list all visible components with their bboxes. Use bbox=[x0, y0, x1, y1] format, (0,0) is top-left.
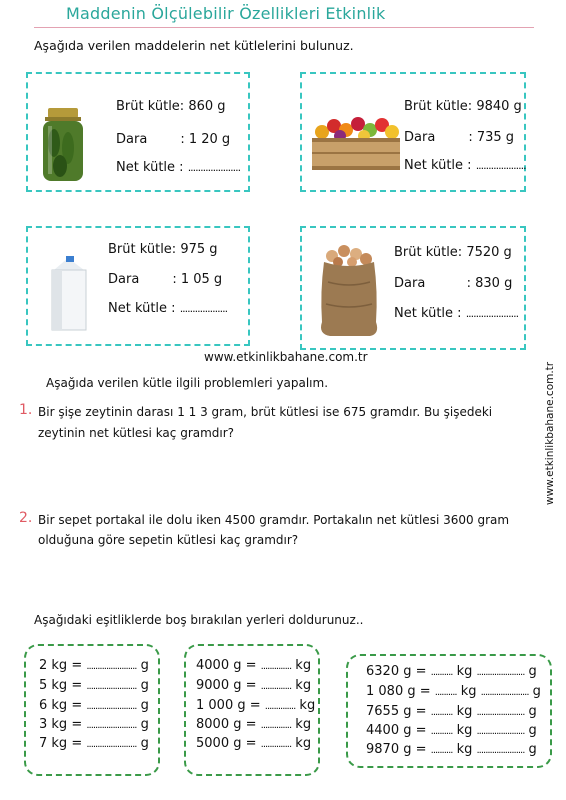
equation-row: 7655 g = .......... kg ...................... g bbox=[366, 704, 537, 719]
answer-blank-kg[interactable]: .......... bbox=[430, 707, 453, 718]
answer-blank[interactable]: .............. bbox=[264, 701, 296, 712]
section2-instruction: Aşağıda verilen kütle ilgili problemleri yapalım. bbox=[46, 376, 329, 390]
answer-blank[interactable]: .............. bbox=[260, 720, 292, 731]
answer-blank[interactable]: ....................... bbox=[86, 720, 137, 731]
equation-row: 3 kg = ....................... g bbox=[39, 717, 149, 732]
answer-blank-g[interactable]: ...................... bbox=[476, 726, 525, 737]
equation-row: 4000 g = .............. kg bbox=[196, 658, 312, 673]
answer-blank[interactable]: ....................... bbox=[86, 681, 137, 692]
answer-blank-kg[interactable]: .......... bbox=[430, 726, 453, 737]
equation-row: 9000 g = .............. kg bbox=[196, 678, 312, 693]
website-watermark: www.etkinlikbahane.com.tr bbox=[204, 350, 368, 364]
net-label: Net kütle : ..................... bbox=[116, 160, 241, 175]
mass-card-milk-carton bbox=[26, 226, 250, 346]
conversion-box-g-to-kg-g bbox=[346, 654, 552, 768]
dara-label: Dara : 1 20 g bbox=[116, 132, 231, 147]
mass-card-jar bbox=[26, 72, 250, 192]
conversion-box-g-to-kg bbox=[184, 644, 320, 776]
brut-label: Brüt kütle: 860 g bbox=[116, 99, 226, 114]
problem-text-line2: zeytinin net kütlesi kaç gramdır? bbox=[38, 426, 235, 440]
problem-text-line1: Bir sepet portakal ile dolu iken 4500 gramdır. Portakalın net kütlesi 3600 gram bbox=[38, 513, 510, 527]
potato-sack-icon bbox=[316, 242, 382, 338]
net-blank[interactable]: .................... bbox=[475, 159, 526, 172]
section3-instruction: Aşağıdaki eşitliklerde boş bırakılan yerleri doldurunuz.. bbox=[34, 613, 364, 627]
answer-blank[interactable]: .............. bbox=[260, 661, 292, 672]
problem-number: 1. bbox=[19, 402, 33, 418]
equation-row: 5000 g = .............. kg bbox=[196, 736, 312, 751]
dara-label: Dara : 830 g bbox=[394, 276, 513, 291]
net-blank[interactable]: ................... bbox=[179, 302, 228, 315]
answer-blank[interactable]: .............. bbox=[260, 739, 292, 750]
equation-row: 1 080 g = .......... kg ...................... g bbox=[366, 684, 541, 699]
page-title: Maddenin Ölçülebilir Özellikleri Etkinlik bbox=[66, 4, 386, 23]
equation-row: 1 000 g = .............. kg bbox=[196, 698, 316, 713]
answer-blank-g[interactable]: ...................... bbox=[480, 687, 529, 698]
brut-label: Brüt kütle: 975 g bbox=[108, 242, 218, 257]
net-blank[interactable]: ..................... bbox=[187, 161, 241, 174]
answer-blank-kg[interactable]: .......... bbox=[434, 687, 457, 698]
answer-blank-g[interactable]: ...................... bbox=[476, 707, 525, 718]
title-divider bbox=[34, 27, 534, 28]
dara-label: Dara : 1 05 g bbox=[108, 272, 223, 287]
brut-label: Brüt kütle: 9840 g bbox=[404, 99, 522, 114]
equation-row: 9870 g = .......... kg ...................... g bbox=[366, 742, 537, 757]
answer-blank-g[interactable]: ...................... bbox=[476, 667, 525, 678]
fruit-crate-icon bbox=[310, 110, 402, 172]
problem-text-line1: Bir şişe zeytinin darası 1 1 3 gram, brüt kütlesi ise 675 gramdır. Bu şişedeki bbox=[38, 405, 493, 419]
answer-blank[interactable]: ....................... bbox=[86, 739, 137, 750]
equation-row: 6 kg = ....................... g bbox=[39, 698, 149, 713]
section1-instruction: Aşağıda verilen maddelerin net kütlelerini bulunuz. bbox=[34, 38, 354, 53]
answer-blank[interactable]: .............. bbox=[260, 681, 292, 692]
net-label: Net kütle : .................... bbox=[404, 158, 526, 173]
dara-label: Dara : 735 g bbox=[404, 130, 515, 145]
answer-blank-g[interactable]: ...................... bbox=[476, 745, 525, 756]
answer-blank[interactable]: ....................... bbox=[86, 661, 137, 672]
equation-row: 4400 g = .......... kg ...................... g bbox=[366, 723, 537, 738]
net-label: Net kütle : ..................... bbox=[394, 306, 519, 321]
equation-row: 8000 g = .............. kg bbox=[196, 717, 312, 732]
answer-blank[interactable]: ....................... bbox=[86, 701, 137, 712]
mass-card-fruit-crate bbox=[300, 72, 526, 192]
equation-row: 2 kg = ....................... g bbox=[39, 658, 149, 673]
vertical-watermark: www.etkinlikbahane.com.tr bbox=[544, 361, 556, 505]
answer-blank-kg[interactable]: .......... bbox=[430, 667, 453, 678]
jar-icon bbox=[40, 108, 86, 184]
answer-blank-kg[interactable]: .......... bbox=[430, 745, 453, 756]
net-blank[interactable]: ..................... bbox=[465, 307, 519, 320]
equation-row: 5 kg = ....................... g bbox=[39, 678, 149, 693]
mass-card-potato-sack bbox=[300, 226, 526, 350]
brut-label: Brüt kütle: 7520 g bbox=[394, 245, 512, 260]
milk-carton-icon bbox=[48, 256, 90, 332]
conversion-box-kg-to-g bbox=[24, 644, 160, 776]
problem-number: 2. bbox=[19, 510, 33, 526]
net-label: Net kütle : ................... bbox=[108, 301, 228, 316]
equation-row: 6320 g = .......... kg ...................... g bbox=[366, 664, 537, 679]
equation-row: 7 kg = ....................... g bbox=[39, 736, 149, 751]
problem-text-line2: olduğuna göre sepetin kütlesi kaç gramdır? bbox=[38, 533, 299, 547]
